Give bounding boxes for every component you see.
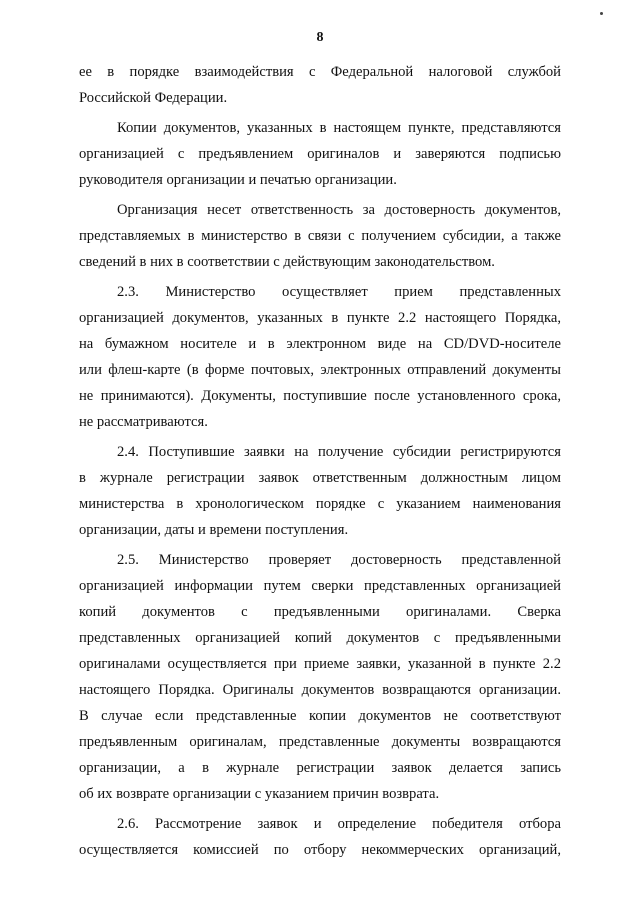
text-line: Организация несет ответственность за достоверность документов, (117, 202, 561, 218)
text-line: В случае если представленные копии документов не соответствуют (79, 708, 561, 724)
text-line: ее в порядке взаимодействия с Федеральной налоговой службой (79, 64, 561, 80)
scan-mark (600, 12, 603, 15)
text-line: на бумажном носителе и в электронном виде на CD/DVD-носителе (79, 336, 561, 352)
text-line: министерства в хронологическом порядке с указанием наименования (79, 496, 561, 512)
text-line: представляемых в министерство в связи с получением субсидии, а также (79, 228, 561, 244)
text-line: об их возврате организации с указанием причин возврата. (79, 786, 440, 802)
text-line: копий документов с предъявленными оригиналами. Сверка (79, 604, 561, 620)
clause-2-6 (79, 811, 561, 863)
text-line: не рассматриваются. (79, 414, 208, 430)
text-line: в журнале регистрации заявок ответственным должностным лицом (79, 470, 561, 486)
clause-2-4 (79, 439, 561, 543)
text-line: представленных организацией копий документов с предъявленными (79, 630, 561, 646)
text-line: организации, даты и времени поступления. (79, 522, 349, 538)
text-line: 2.3. Министерство осуществляет прием представленных (117, 284, 561, 300)
text-line: руководителя организации и печатью организации. (79, 172, 397, 188)
text-line: 2.5. Министерство проверяет достоверность представленной (117, 552, 561, 568)
text-line: не принимаются). Документы, поступившие после установленного срока, (79, 388, 561, 404)
text-line: Российской Федерации. (79, 90, 228, 106)
text-line: или флеш-карте (в форме почтовых, электронных отправлений документы (79, 362, 561, 378)
paragraph-continuation (79, 59, 561, 111)
page-number: 8 (316, 30, 324, 45)
document-body (79, 59, 561, 867)
text-line: осуществляется комиссией по отбору некоммерческих организаций, (79, 842, 561, 858)
text-line: организацией с предъявлением оригиналов и заверяются подписью (79, 146, 561, 162)
clause-2-5 (79, 547, 561, 807)
text-line: 2.4. Поступившие заявки на получение субсидии регистрируются (117, 444, 561, 460)
text-line: оригиналами осуществляется при приеме заявки, указанной в пункте 2.2 (79, 656, 561, 672)
text-line: 2.6. Рассмотрение заявок и определение победителя отбора (117, 816, 561, 832)
paragraph-responsibility (79, 197, 561, 275)
text-line: Копии документов, указанных в настоящем пункте, представляются (117, 120, 561, 136)
paragraph-copies (79, 115, 561, 193)
text-line: организацией информации путем сверки представленных организацией (79, 578, 561, 594)
text-line: сведений в них в соответствии с действующим законодательством. (79, 254, 495, 270)
text-line: организации, а в журнале регистрации заявок делается запись (79, 760, 561, 776)
text-line: настоящего Порядка. Оригиналы документов возвращаются организации. (79, 682, 561, 698)
text-line: предъявленным оригиналам, представленные документы возвращаются (79, 734, 561, 750)
text-line: организацией документов, указанных в пункте 2.2 настоящего Порядка, (79, 310, 561, 326)
clause-2-3 (79, 279, 561, 435)
